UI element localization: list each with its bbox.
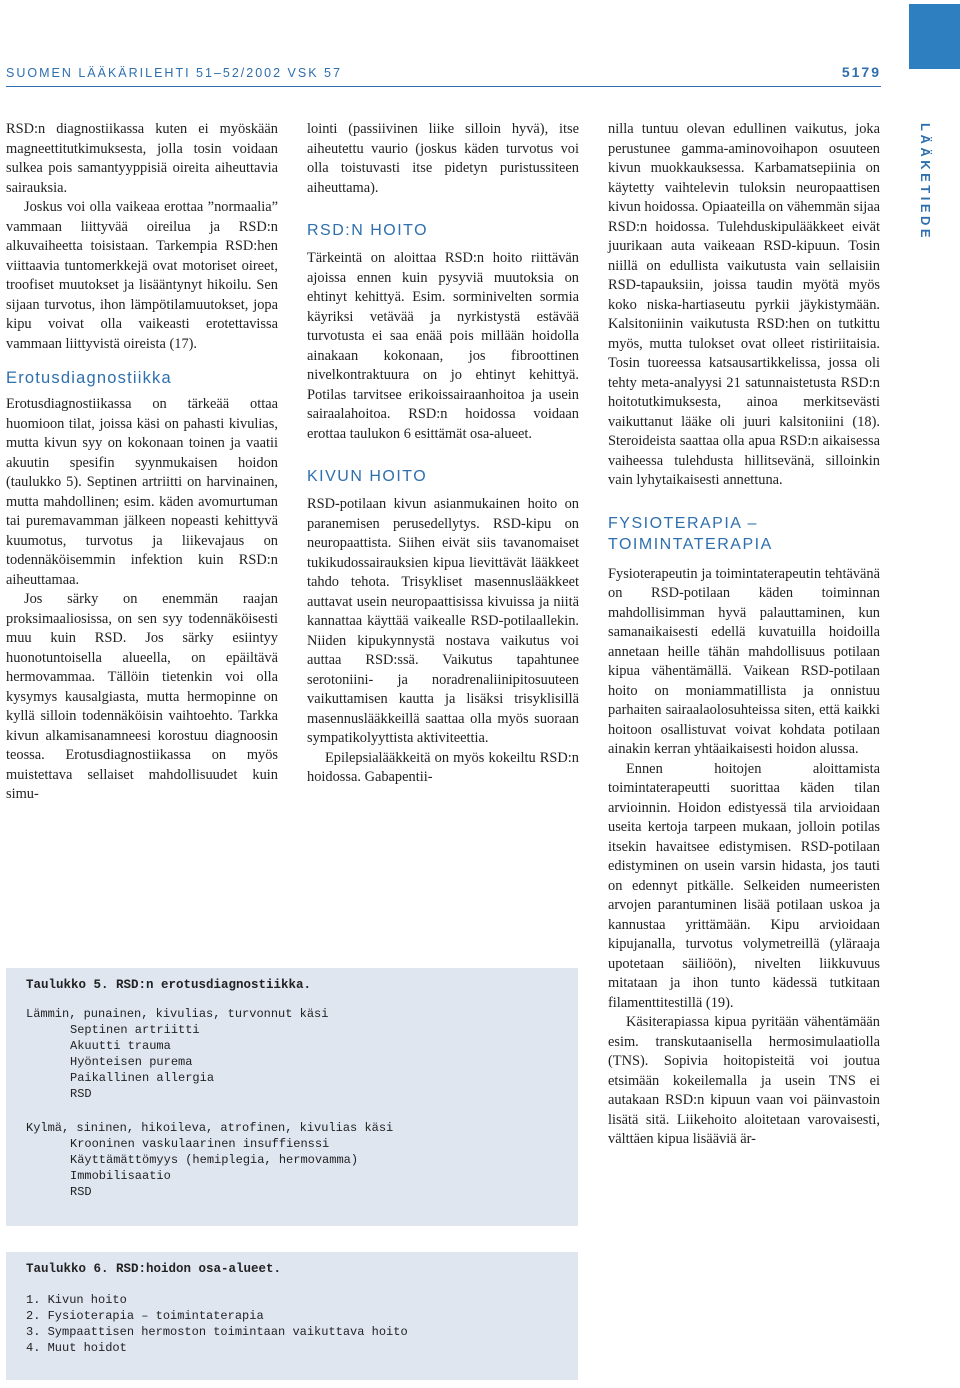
section-heading: KIVUN HOITO: [307, 468, 428, 485]
running-header: [6, 66, 881, 88]
paragraph: Epilepsialääkkeitä on myös kokeiltu RSD:n hoidossa. Gabapentii-: [307, 749, 579, 785]
table-row: Lämmin, punainen, kivulias, turvonnut käsi: [26, 1007, 329, 1021]
table-5: [6, 968, 578, 1226]
table-row: 2. Fysioterapia – toimintaterapia: [26, 1309, 264, 1323]
column-2: [307, 120, 579, 788]
column-3: [608, 120, 880, 1150]
table-row: Immobilisaatio: [70, 1169, 171, 1183]
paragraph: Joskus voi olla vaikeaa erottaa ”normaalia” vammaan liittyvää oireilua ja RSD:n alkuvaiheetta toisistaan. Tarkempia RSD:hen viittaavia tuntomerkkejä ovat motoriset oireet, troofiset muutokset ja lisääntynyt hikoilu. Sen sijaan turvotus, ihon lämpötilamuutokset, jopa kipu voivat olla vaikeasti erotettavissa vammaan liittyvistä oireista (17).: [6, 199, 278, 352]
column-1: [6, 120, 278, 805]
table-row: RSD: [70, 1185, 92, 1199]
section-heading: Erotusdiagnostiikka: [6, 369, 172, 387]
journal-title: SUOMEN LÄÄKÄRILEHTI 51–52/2002 VSK 57: [6, 66, 342, 80]
paragraph: lointi (passiivinen liike silloin hyvä), itse aiheutettu vaurio (joskus käden turvotus voi olla toistuvasti itse pidetyn puristussiteen aiheuttama).: [307, 121, 579, 196]
paragraph: Ennen hoitojen aloittamista toimintaterapeutti suorittaa käden tilan arvioinnin. Hoidon edistyessä tila arvioidaan useita kertoja tarpeen mukaan, jolloin potilas itsekin havaitsee edistymisen. RSD-potilaan edistyminen on usein varsin hidasta, jos tauti on edennyt pitkälle. Selkeiden numeeristen arvojen parantuminen lisää potilaan uskoa ja kannustaa yrittämään. Kipu arvioidaan kipujanalla, turvotus volymetreillä (yläraaja upotetaan säiliöön), nivelten liikkuvuus mitataan ja ihon tunto kädessä tutkitaan filamenttitestillä (19).: [608, 760, 880, 1011]
table-row: Käyttämättömyys (hemiplegia, hermovamma): [70, 1153, 359, 1167]
paragraph: Fysioterapeutin ja toimintaterapeutin tehtävänä on RSD-potilaan käden toiminnan mahdollisimman hyvä palauttaminen, kun samanaikaisesti edellä kuvatuilla hoidoilla annetaan heille tähän mahdollisuus potilaan kipua vähentämällä. Vaikean RSD-potilaan hoito on moniammatillista ja onnistuu parhaiten sairaalaolosuhteissa siten, että kaikki hoitoon osallistuvat voivat kohdata potilaan ainakin kerran yhtäaikaisesti hoidon alussa.: [608, 565, 880, 757]
section-heading: FYSIOTERAPIA – TOIMINTATERAPIA: [608, 514, 773, 553]
paragraph: Jos särky on enemmän raajan proksimaaliosissa, on sen syy todennäköisesti muu kuin RSD. Jos särky esiintyy huonotuntoisella alueella, on epäiltävä hermovammaa. Tällöin tietenkin voi olla kysymys kausalgiasta, mutta hermopinne on kyllä silloin todennäköisin vaihtoehto. Tarkka kivun alkamisanamneesi korostuu diagnoosin teossa. Erotusdiagnostiikassa on myös muistettava sellaiset mahdollisuudet kuin simu-: [6, 591, 278, 802]
paragraph: Erotusdiagnostiikassa on tärkeää ottaa huomioon tilat, joissa käsi on pahasti kivulias, mutta kivun syy on kokonaan toinen ja vaatii akuutin spesifin syynmukaisen hoidon (taulukko 5). Septinen artriitti on harvinainen, mutta mahdollinen; esim. käden avomurtuman tai puremavamman jälkeen nopeasti kehittyvä kuumotus, turvotus ja liikevajaus on todennäköisemmin infektion kuin RSD:n aiheuttamaa.: [6, 396, 278, 588]
paragraph: RSD-potilaan kivun asianmukainen hoito on paranemisen perusedellytys. RSD-kipu on neuropaattista. Siihen eivät siis tavanomaiset tukikudossairauksien kipua lievittävät lääkkeet tahdo tehota. Trisykliset masennuslääkkeet auttavat usein neuropaattisissa kivuissa ja niitä kannattaa käyttää vaikealle RSD-potilaallekin. Niiden kipukynnystä nostava vaikutus voi auttaa RSD:ssä. Vaikutus tapahtunee serotoniini- ja noradrenaliinipitosuuteen vaikuttamisen kautta ja lisäksi trisyklisillä masennuslääkkeillä saattaa olla myös suoraan sympatikolyyttista aktiviteettia.: [307, 496, 579, 746]
table-row: Hyönteisen purema: [70, 1055, 193, 1069]
section-heading: RSD:N HOITO: [307, 222, 429, 239]
header-rule: [6, 86, 881, 87]
table-title: Taulukko 6. RSD:hoidon osa-alueet.: [26, 1262, 282, 1276]
table-row: Septinen artriitti: [70, 1023, 200, 1037]
table-title: Taulukko 5. RSD:n erotusdiagnostiikka.: [26, 978, 312, 992]
page-number: 5179: [841, 64, 881, 80]
table-row: Paikallinen allergia: [70, 1071, 215, 1085]
table-row: 3. Sympaattisen hermoston toimintaan vaikuttava hoito: [26, 1325, 408, 1339]
table-row: Akuutti trauma: [70, 1039, 171, 1053]
table-row: Kylmä, sininen, hikoileva, atrofinen, kivulias käsi: [26, 1121, 394, 1135]
table-6: [6, 1252, 578, 1380]
paragraph: RSD:n diagnostiikassa kuten ei myöskään magneettitutkimuksesta, jolla tosin voidaan sulkea pois samantyyppisiä oireita aiheuttavia sairauksia.: [6, 121, 278, 196]
section-label: LÄÄKETIEDE: [918, 123, 933, 242]
paragraph: nilla tuntuu olevan edullinen vaikutus, joka perustunee gamma-aminovoihapon osuuteen kivun muokkauksessa. Karbamatsepiinia on käytetty vaihtelevin tuloksin neuropaattisen kivun hoidossa. Opiaateilla on vähemmän sijaa RSD:n hoidossa. Tulehduskipulääkkeet eivät juurikaan auta vaikeaan RSD-kipuun. Tosin niillä on edullista vaikutusta vain sellaisiin RSD-tapauksiin, joissa taudin myötä myös koko niska-hartiaseutu pyrkii jäykistymään. Kalsitoniinin vaikutusta RSD:hen on tutkittu myös, mutta tulokset ovat olleet ristiriitaisia. Tosin tuoreessa katsausartikkelissa, jossa oli tehty meta-analyysi 21 satunnaistetusta RSD:n hoitotutkimuksesta, ainoa merkitsevästi vaikuttanut lääke oli juuri kalsitoniini (18). Steroideista saattaa olla apua RSD:n aikaisessa vaiheessa tulehdusta hillitsevänä, silloinkin vain lyhytaikaisesti annettuna.: [608, 121, 880, 488]
table-row: Krooninen vaskulaarinen insuffienssi: [70, 1137, 330, 1151]
table-row: 1. Kivun hoito: [26, 1293, 127, 1307]
paragraph: Käsiterapiassa kipua pyritään vähentämään esim. transkutaanisella hermosimulaatiolla (TNS). Sopivia hoitopisteitä voi joutua etsimään kokeilemalla ja usein TNS ei autakaan RSD:n kipuun vaan voi päinvastoin lisätä sitä. Liikehoito aloitetaan varovaisesti, välttäen kipua lisääviä är-: [608, 1014, 880, 1147]
section-color-tab: [909, 4, 960, 69]
paragraph: Tärkeintä on aloittaa RSD:n hoito riittävän ajoissa ennen kuin pysyviä muutoksia on ehtinyt kehittyä. Esim. sorminivelten sormia käyriksi vetävää ja nyrkistystä estävää turvotusta ei saa enää pois millään hoidolla ainakaan kokonaan, jos fibroottinen nivelkontraktuura on jo ehtinyt kehittyä. Potilas tarvitsee erikoissairaanhoitoa ja usein sairaalahoitoa. RSD:n hoidossa voidaan erottaa taulukon 6 esittämät osa-alueet.: [307, 250, 579, 442]
table-row: 4. Muut hoidot: [26, 1341, 127, 1355]
table-row: RSD: [70, 1087, 92, 1101]
